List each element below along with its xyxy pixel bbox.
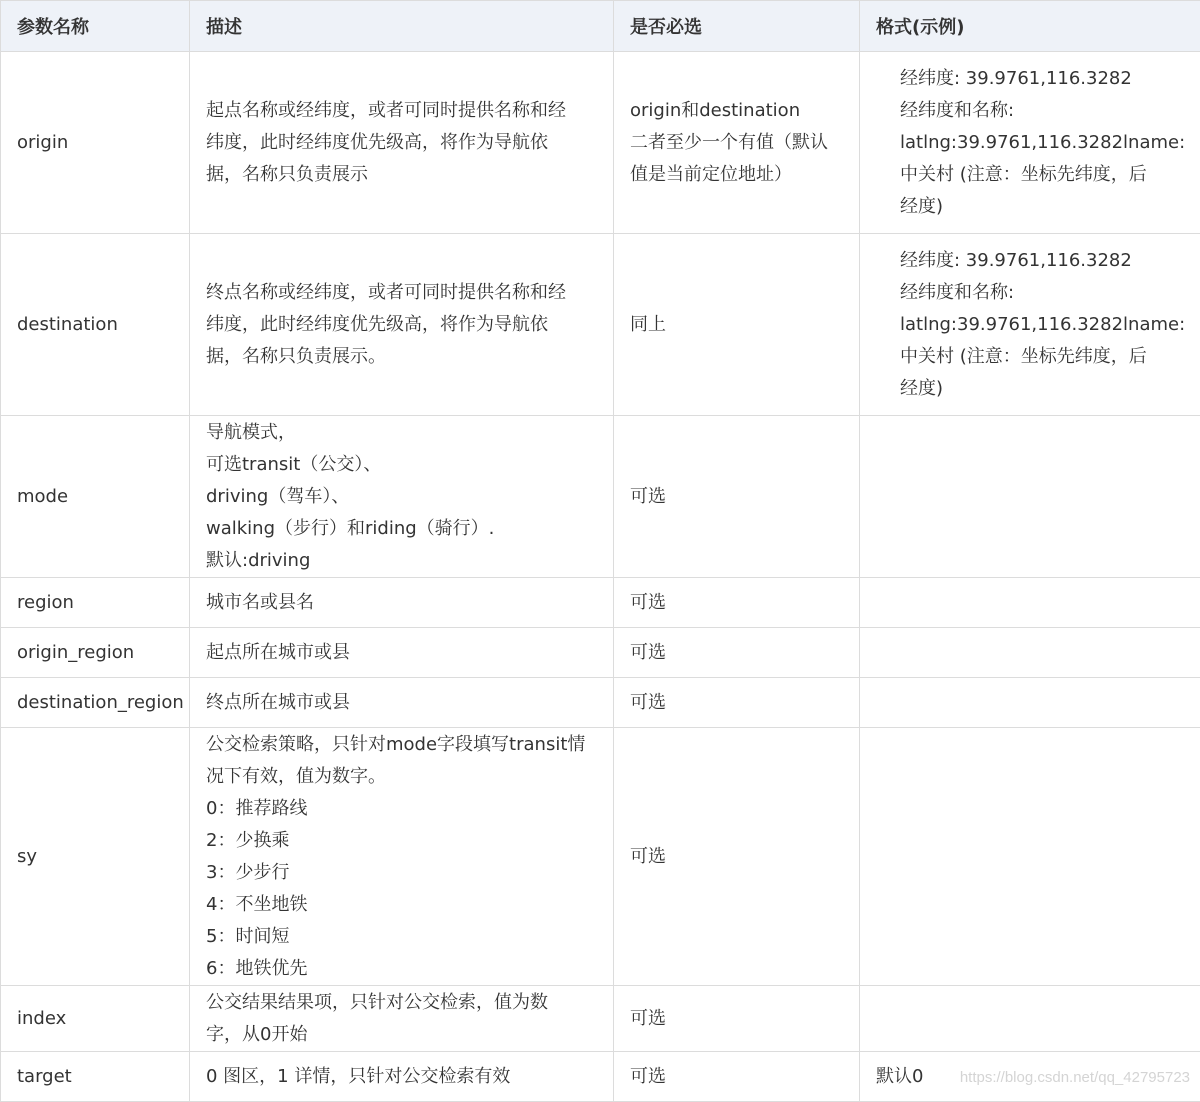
cell-line: 况下有效，值为数字。	[206, 765, 386, 787]
cell-line: 导航模式，	[206, 421, 296, 443]
cell-line: 4：不坐地铁	[206, 893, 308, 915]
description-cell	[190, 628, 614, 678]
cell-line: 可选	[630, 641, 666, 663]
required-cell	[614, 1052, 860, 1102]
format-example-cell	[860, 678, 1200, 728]
cell-line: 起点名称或经纬度，或者可同时提供名称和经	[206, 99, 566, 121]
format-example-cell	[860, 52, 1200, 234]
cell-line: 同上	[630, 313, 666, 335]
param-name-cell: sy	[1, 728, 190, 986]
format-example-cell	[860, 234, 1200, 416]
cell-line: 可选	[630, 485, 666, 507]
cell-line: 经度)	[900, 195, 944, 217]
cell-line: 经纬度和名称:	[900, 281, 1015, 303]
cell-line: 2：少换乘	[206, 829, 290, 851]
required-cell	[614, 678, 860, 728]
table-row	[1, 728, 1200, 986]
table-row	[1, 52, 1200, 234]
cell-line: 0：推荐路线	[206, 797, 308, 819]
cell-line: 可选	[630, 691, 666, 713]
cell-line: walking（步行）和riding（骑行）.	[206, 517, 495, 539]
cell-line: latlng:39.9761,116.3282lname:	[900, 313, 1186, 335]
description-cell	[190, 1052, 614, 1102]
required-cell	[614, 728, 860, 986]
param-name-cell: mode	[1, 416, 190, 578]
table-row	[1, 416, 1200, 578]
description-cell	[190, 578, 614, 628]
table-header-row	[1, 1, 1200, 52]
cell-line: 据，名称只负责展示。	[206, 345, 386, 367]
format-example-cell	[860, 986, 1200, 1052]
cell-line: 经纬度: 39.9761,116.3282	[900, 249, 1132, 271]
format-example-cell	[860, 578, 1200, 628]
param-name-cell: region	[1, 578, 190, 628]
cell-line: 可选	[630, 845, 666, 867]
table-row	[1, 986, 1200, 1052]
required-cell	[614, 234, 860, 416]
cell-line: origin和destination	[630, 99, 801, 121]
cell-line: 经度)	[900, 377, 944, 399]
cell-line: 中关村 (注意：坐标先纬度，后	[900, 163, 1147, 185]
description-cell	[190, 678, 614, 728]
param-name-cell: origin	[1, 52, 190, 234]
table-row	[1, 234, 1200, 416]
required-cell	[614, 578, 860, 628]
table-row	[1, 678, 1200, 728]
cell-line: 中关村 (注意：坐标先纬度，后	[900, 345, 1147, 367]
cell-line: 可选	[630, 591, 666, 613]
cell-line: 可选transit（公交）、	[206, 453, 382, 475]
param-name-cell: target	[1, 1052, 190, 1102]
param-name-cell: destination_region	[1, 678, 190, 728]
cell-line: 值是当前定位地址）	[630, 163, 792, 185]
table-body	[1, 52, 1200, 1102]
cell-line: 城市名或县名	[206, 591, 314, 613]
cell-line: 经纬度和名称:	[900, 99, 1015, 121]
cell-line: 终点名称或经纬度，或者可同时提供名称和经	[206, 281, 566, 303]
table-row	[1, 578, 1200, 628]
cell-line: latlng:39.9761,116.3282lname:	[900, 131, 1186, 153]
cell-line: 字，从0开始	[206, 1023, 308, 1045]
cell-line: 纬度，此时经纬度优先级高，将作为导航依	[206, 131, 548, 153]
header-param-name: 参数名称	[1, 1, 190, 52]
cell-line: 公交检索策略，只针对mode字段填写transit情	[206, 733, 586, 755]
header-description: 描述	[190, 1, 614, 52]
cell-line: 起点所在城市或县	[206, 641, 350, 663]
cell-line: 终点所在城市或县	[206, 691, 350, 713]
description-cell	[190, 416, 614, 578]
cell-line: 3：少步行	[206, 861, 290, 883]
description-cell	[190, 234, 614, 416]
cell-line: 可选	[630, 1007, 666, 1029]
cell-line: 6：地铁优先	[206, 957, 308, 979]
header-required: 是否必选	[614, 1, 860, 52]
required-cell	[614, 628, 860, 678]
cell-line: 可选	[630, 1065, 666, 1087]
cell-line: 据，名称只负责展示	[206, 163, 368, 185]
cell-line: driving（驾车）、	[206, 485, 350, 507]
cell-line: 公交结果结果项，只针对公交检索，值为数	[206, 991, 548, 1013]
description-cell	[190, 52, 614, 234]
param-name-cell: index	[1, 986, 190, 1052]
watermark: https://blog.csdn.net/qq_42795723	[959, 1069, 1190, 1086]
cell-line: 0 图区，1 详情，只针对公交检索有效	[206, 1065, 511, 1087]
cell-line: 二者至少一个有值（默认	[630, 131, 828, 153]
cell-line: 默认0	[876, 1065, 924, 1087]
cell-line: 5：时间短	[206, 925, 290, 947]
format-example-cell	[860, 628, 1200, 678]
table-row	[1, 628, 1200, 678]
required-cell	[614, 986, 860, 1052]
description-cell	[190, 986, 614, 1052]
required-cell	[614, 416, 860, 578]
description-cell	[190, 728, 614, 986]
required-cell	[614, 52, 860, 234]
cell-line: 纬度，此时经纬度优先级高，将作为导航依	[206, 313, 548, 335]
header-format-example: 格式(示例)	[860, 1, 1200, 52]
cell-line: 默认:driving	[206, 549, 311, 571]
cell-line: 经纬度: 39.9761,116.3282	[900, 67, 1132, 89]
format-example-cell	[860, 416, 1200, 578]
param-name-cell: origin_region	[1, 628, 190, 678]
format-example-cell	[860, 728, 1200, 986]
param-name-cell: destination	[1, 234, 190, 416]
